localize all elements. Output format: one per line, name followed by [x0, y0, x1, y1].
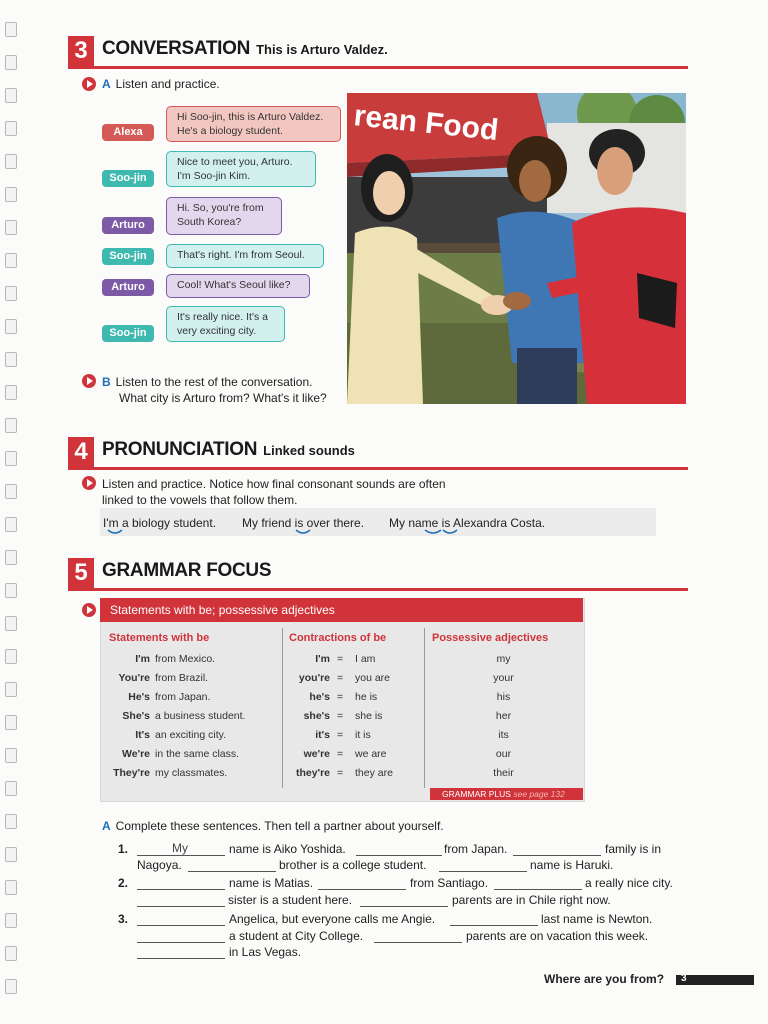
grammar-subject: I'm: [135, 653, 150, 665]
answer-blank[interactable]: [513, 855, 601, 856]
column-header: Contractions of be: [289, 632, 387, 644]
speaker-tag-arturo: Arturo: [102, 279, 154, 296]
speaker-tag-arturo: Arturo: [102, 217, 154, 234]
grammar-subject: It's: [135, 729, 150, 741]
speaker-tag-soojin: Soo-jin: [102, 170, 154, 187]
grammar-statement: an exciting city.: [155, 729, 227, 741]
answer-blank[interactable]: [360, 906, 448, 907]
answer-blank[interactable]: [450, 925, 538, 926]
grammar-subject: He's: [128, 691, 150, 703]
play-audio-icon[interactable]: [82, 374, 96, 388]
possessive-adjective: our: [495, 748, 512, 760]
section-number: 5: [68, 558, 94, 588]
part-b-instruction: B Listen to the rest of the conversation.: [102, 375, 313, 389]
possessive-adjective: her: [495, 710, 512, 722]
equals-sign: =: [337, 767, 344, 779]
possessive-adjective: its: [498, 729, 509, 741]
conversation-header: [68, 36, 688, 69]
part-a-instruction: A Listen and practice.: [102, 77, 220, 91]
sentence-text: family is in: [605, 842, 662, 856]
market-scene-illustration: [347, 93, 686, 404]
full-form: he is: [355, 691, 378, 703]
grammar-statement: from Japan.: [155, 691, 211, 703]
page-number: 3: [681, 973, 687, 984]
equals-sign: =: [337, 710, 344, 722]
pronunciation-sentence: My friend is over there.: [242, 516, 365, 530]
part-b-question: What city is Arturo from? What's it like?: [119, 391, 327, 405]
possessive-adjective: your: [493, 672, 514, 684]
conversation-illustration: [347, 93, 686, 404]
sentence-text: name is Matias.: [229, 876, 314, 890]
play-audio-icon[interactable]: [82, 476, 96, 490]
contraction: it's: [315, 729, 330, 741]
speech-bubble: Hi. So, you're from South Korea?: [166, 197, 282, 235]
sentence-text: from Japan.: [444, 842, 508, 856]
section-number: 3: [68, 36, 94, 66]
full-form: you are: [355, 672, 391, 684]
equals-sign: =: [337, 748, 344, 760]
footer-bar: [676, 975, 754, 985]
sentence-text: last name is Newton.: [541, 912, 653, 926]
binding-holes: [0, 0, 22, 1024]
speaker-tag-soojin: Soo-jin: [102, 248, 154, 265]
answer-blank[interactable]: [137, 889, 225, 890]
exercise-instruction: A Complete these sentences. Then tell a partner about yourself.: [102, 819, 444, 833]
sentence-text: in Las Vegas.: [229, 945, 302, 959]
sentence-text: name is Haruki.: [530, 858, 614, 872]
answer-blank[interactable]: [137, 906, 225, 907]
equals-sign: =: [337, 672, 344, 684]
section-title: PRONUNCIATION Linked sounds: [102, 439, 355, 460]
pronunciation-header: [68, 437, 688, 470]
speech-bubble: Cool! What's Seoul like?: [166, 274, 310, 298]
grammar-statement: my classmates.: [155, 767, 228, 779]
grammar-subject: They're: [113, 767, 150, 779]
full-form: it is: [355, 729, 371, 741]
sentence-text: Angelica, but everyone calls me Angie.: [229, 912, 436, 926]
possessive-adjective: their: [493, 767, 514, 779]
equals-sign: =: [337, 653, 344, 665]
section-subtitle: Linked sounds: [263, 443, 355, 458]
speech-bubble: Nice to meet you, Arturo. I'm Soo-jin Kim.: [166, 151, 316, 187]
full-form: they are: [355, 767, 393, 779]
speech-bubble: That's right. I'm from Seoul.: [166, 244, 324, 268]
grammar-subject: You're: [118, 672, 150, 684]
section-title: GRAMMAR FOCUS: [102, 560, 272, 581]
section-subtitle: This is Arturo Valdez.: [256, 42, 388, 57]
answer-blank[interactable]: [318, 889, 406, 890]
pronunciation-sentence: I'm a biology student.: [103, 516, 217, 530]
contraction: we're: [303, 748, 330, 760]
sentence-text: Nagoya.: [137, 858, 182, 872]
column-header: Possessive adjectives: [432, 632, 549, 644]
grammar-statement: from Brazil.: [155, 672, 209, 684]
play-audio-icon[interactable]: [82, 77, 96, 91]
full-form: I am: [355, 653, 376, 665]
unit-title-footer: Where are you from?: [544, 972, 665, 986]
sentence-text: name is Aiko Yoshida.: [229, 842, 346, 856]
full-form: we are: [355, 748, 387, 760]
pronunciation-instruction: Listen and practice. Notice how final consonant sounds are often: [102, 477, 446, 491]
equals-sign: =: [337, 691, 344, 703]
answer-blank[interactable]: [494, 889, 582, 890]
linking-marks: [100, 528, 560, 538]
answer-blank[interactable]: [374, 942, 462, 943]
pronunciation-sentence: My name is Alexandra Costa.: [389, 516, 546, 530]
possessive-adjective: my: [496, 653, 511, 665]
item-number: 1.: [118, 842, 129, 856]
section-title: CONVERSATION This is Arturo Valdez.: [102, 38, 388, 59]
sentence-text: sister is a student here.: [228, 893, 353, 907]
answer-blank[interactable]: [137, 942, 225, 943]
answer-blank[interactable]: [356, 855, 442, 856]
speech-bubble: It's really nice. It's a very exciting city.: [166, 306, 285, 342]
grammar-subject: We're: [122, 748, 150, 760]
contraction: he's: [309, 691, 330, 703]
answer-blank[interactable]: [137, 958, 225, 959]
column-header: Statements with be: [109, 632, 210, 644]
section-number: 4: [68, 437, 94, 467]
possessive-adjective: his: [496, 691, 511, 703]
grammar-plus-link[interactable]: GRAMMAR PLUS see page 132: [430, 788, 583, 800]
equals-sign: =: [337, 729, 344, 741]
sentence-text: from Santiago.: [410, 876, 489, 890]
grammar-subject: She's: [122, 710, 150, 722]
answer-blank[interactable]: [188, 871, 276, 872]
grammar-statement: in the same class.: [155, 748, 240, 760]
example-answer: My: [172, 841, 188, 855]
full-form: she is: [355, 710, 383, 722]
speech-bubble: Hi Soo-jin, this is Arturo Valdez. He's a biology student.: [166, 106, 341, 142]
speaker-tag-alexa: Alexa: [102, 124, 154, 141]
contraction: they're: [295, 767, 330, 779]
pronunciation-instruction-2: linked to the vowels that follow them.: [102, 493, 298, 507]
grammar-box-title: Statements with be; possessive adjectives: [100, 598, 583, 622]
answer-blank[interactable]: [439, 871, 527, 872]
play-audio-icon[interactable]: [82, 603, 96, 617]
item-number: 2.: [118, 876, 129, 890]
answer-blank[interactable]: [137, 925, 225, 926]
grammar-header: [68, 558, 688, 591]
contraction: you're: [298, 672, 330, 684]
contraction: she's: [303, 710, 330, 722]
speaker-tag-soojin: Soo-jin: [102, 325, 154, 342]
sentence-text: brother is a college student.: [279, 858, 427, 872]
sentence-text: a really nice city.: [585, 876, 673, 890]
sentence-text: parents are in Chile right now.: [452, 893, 611, 907]
grammar-statement: a business student.: [155, 710, 246, 722]
item-number: 3.: [118, 912, 129, 926]
svg-text:rean Food: rean Food: [352, 99, 500, 148]
grammar-statement: from Mexico.: [155, 653, 216, 665]
sentence-text: parents are on vacation this week.: [466, 929, 649, 943]
contraction: I'm: [315, 653, 330, 665]
sentence-text: a student at City College.: [229, 929, 364, 943]
